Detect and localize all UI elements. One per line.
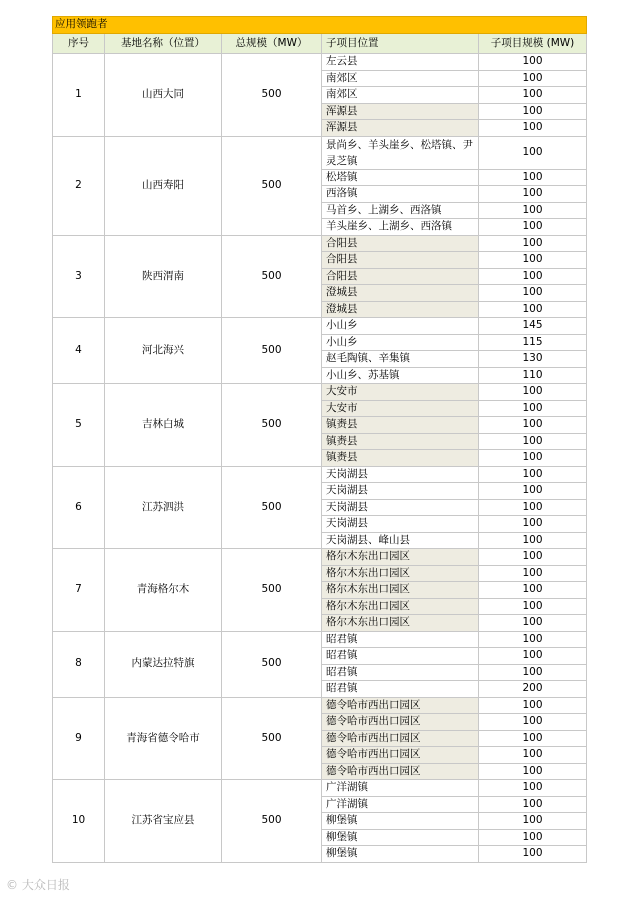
base-name: 青海格尔木	[105, 549, 222, 632]
sub-scale: 100	[479, 70, 587, 87]
sub-location: 柳堡镇	[322, 829, 479, 846]
sub-location: 合阳县	[322, 268, 479, 285]
sub-location: 澄城县	[322, 301, 479, 318]
leader-projects-table	[52, 16, 587, 863]
total-scale: 500	[222, 780, 322, 863]
table-row	[53, 631, 587, 648]
sub-location: 德令哈市西出口园区	[322, 763, 479, 780]
sub-location: 浑源县	[322, 103, 479, 120]
sub-scale: 100	[479, 169, 587, 186]
total-scale: 500	[222, 318, 322, 384]
sub-scale: 100	[479, 252, 587, 269]
sub-location: 格尔木东出口园区	[322, 615, 479, 632]
sub-scale: 100	[479, 664, 587, 681]
sub-location: 德令哈市西出口园区	[322, 730, 479, 747]
total-scale: 500	[222, 235, 322, 318]
sub-scale: 100	[479, 780, 587, 797]
sub-scale: 100	[479, 615, 587, 632]
table-title: 应用领跑者	[53, 17, 587, 34]
sub-scale: 100	[479, 549, 587, 566]
sub-scale: 100	[479, 499, 587, 516]
base-name: 山西大同	[105, 54, 222, 137]
table-row	[53, 466, 587, 483]
base-name: 山西寿阳	[105, 136, 222, 235]
sub-scale: 100	[479, 714, 587, 731]
sub-location: 昭君镇	[322, 631, 479, 648]
sub-location: 天岗湖县	[322, 516, 479, 533]
row-number: 6	[53, 466, 105, 549]
base-name: 吉林白城	[105, 384, 222, 467]
sub-scale: 100	[479, 697, 587, 714]
sub-scale: 100	[479, 417, 587, 434]
base-name: 江苏泗洪	[105, 466, 222, 549]
base-name: 河北海兴	[105, 318, 222, 384]
table-row	[53, 697, 587, 714]
header-sub-scale: 子项目规模 (MW)	[479, 34, 587, 54]
sub-scale: 130	[479, 351, 587, 368]
header-sub-location: 子项目位置	[322, 34, 479, 54]
sub-scale: 100	[479, 384, 587, 401]
total-scale: 500	[222, 54, 322, 137]
table-row	[53, 318, 587, 335]
sub-location: 马首乡、上湖乡、西洛镇	[322, 202, 479, 219]
sub-location: 小山乡	[322, 318, 479, 335]
row-number: 10	[53, 780, 105, 863]
sub-location: 小山乡、苏基镇	[322, 367, 479, 384]
sub-location: 格尔木东出口园区	[322, 582, 479, 599]
sub-location: 景尚乡、羊头崖乡、松塔镇、尹灵芝镇	[322, 136, 479, 169]
base-name: 江苏省宝应县	[105, 780, 222, 863]
row-number: 4	[53, 318, 105, 384]
sub-location: 柳堡镇	[322, 846, 479, 863]
sub-scale: 100	[479, 202, 587, 219]
row-number: 1	[53, 54, 105, 137]
sub-scale: 100	[479, 829, 587, 846]
sub-scale: 100	[479, 516, 587, 533]
sub-scale: 100	[479, 450, 587, 467]
sub-scale: 100	[479, 532, 587, 549]
base-name: 青海省德令哈市	[105, 697, 222, 780]
sub-scale: 100	[479, 120, 587, 137]
sub-scale: 100	[479, 136, 587, 169]
sub-location: 昭君镇	[322, 648, 479, 665]
sub-location: 广洋湖镇	[322, 796, 479, 813]
sub-location: 天岗湖县	[322, 483, 479, 500]
sub-scale: 100	[479, 846, 587, 863]
header-no: 序号	[53, 34, 105, 54]
watermark-text: © 大众日报	[6, 878, 70, 892]
row-number: 2	[53, 136, 105, 235]
sub-scale: 100	[479, 648, 587, 665]
sub-scale: 115	[479, 334, 587, 351]
table-row	[53, 780, 587, 797]
sub-scale: 100	[479, 268, 587, 285]
sub-location: 大安市	[322, 384, 479, 401]
sub-location: 西洛镇	[322, 186, 479, 203]
total-scale: 500	[222, 136, 322, 235]
sub-location: 浑源县	[322, 120, 479, 137]
sub-scale: 100	[479, 186, 587, 203]
sub-location: 格尔木东出口园区	[322, 598, 479, 615]
sub-location: 羊头崖乡、上湖乡、西洛镇	[322, 219, 479, 236]
sub-location: 天岗湖县	[322, 466, 479, 483]
sub-scale: 100	[479, 598, 587, 615]
table-row	[53, 136, 587, 169]
sub-scale: 100	[479, 763, 587, 780]
sub-scale: 100	[479, 87, 587, 104]
sub-scale: 100	[479, 285, 587, 302]
header-base-name: 基地名称（位置）	[105, 34, 222, 54]
sub-location: 德令哈市西出口园区	[322, 747, 479, 764]
sub-scale: 100	[479, 730, 587, 747]
sub-location: 格尔木东出口园区	[322, 549, 479, 566]
total-scale: 500	[222, 466, 322, 549]
row-number: 8	[53, 631, 105, 697]
sub-location: 澄城县	[322, 285, 479, 302]
sub-location: 大安市	[322, 400, 479, 417]
total-scale: 500	[222, 631, 322, 697]
sub-scale: 200	[479, 681, 587, 698]
sub-scale: 100	[479, 582, 587, 599]
sub-scale: 100	[479, 400, 587, 417]
sub-scale: 100	[479, 813, 587, 830]
sub-location: 南郊区	[322, 70, 479, 87]
sub-scale: 100	[479, 796, 587, 813]
sub-location: 柳堡镇	[322, 813, 479, 830]
sub-scale: 100	[479, 103, 587, 120]
sub-scale: 100	[479, 631, 587, 648]
table-row	[53, 54, 587, 71]
table-row	[53, 549, 587, 566]
sub-location: 镇赉县	[322, 450, 479, 467]
total-scale: 500	[222, 384, 322, 467]
sub-location: 天岗湖县、峰山县	[322, 532, 479, 549]
sub-location: 南郊区	[322, 87, 479, 104]
sub-scale: 100	[479, 235, 587, 252]
sub-scale: 100	[479, 219, 587, 236]
sub-location: 松塔镇	[322, 169, 479, 186]
sub-scale: 145	[479, 318, 587, 335]
sub-location: 镇赉县	[322, 433, 479, 450]
sub-location: 广洋湖镇	[322, 780, 479, 797]
sub-location: 合阳县	[322, 252, 479, 269]
sub-scale: 100	[479, 483, 587, 500]
sub-location: 左云县	[322, 54, 479, 71]
sub-location: 合阳县	[322, 235, 479, 252]
row-number: 3	[53, 235, 105, 318]
sub-location: 天岗湖县	[322, 499, 479, 516]
sub-location: 昭君镇	[322, 664, 479, 681]
sub-scale: 100	[479, 466, 587, 483]
row-number: 5	[53, 384, 105, 467]
base-name: 内蒙达拉特旗	[105, 631, 222, 697]
sub-scale: 100	[479, 433, 587, 450]
sub-scale: 100	[479, 54, 587, 71]
table-row	[53, 235, 587, 252]
spreadsheet	[52, 16, 586, 863]
table-row	[53, 384, 587, 401]
sub-location: 德令哈市西出口园区	[322, 697, 479, 714]
row-number: 7	[53, 549, 105, 632]
sub-location: 昭君镇	[322, 681, 479, 698]
header-total-scale: 总规模（MW）	[222, 34, 322, 54]
sub-scale: 100	[479, 301, 587, 318]
sub-scale: 100	[479, 747, 587, 764]
base-name: 陕西渭南	[105, 235, 222, 318]
sub-location: 德令哈市西出口园区	[322, 714, 479, 731]
header-row	[53, 34, 587, 54]
sub-location: 赵毛陶镇、辛集镇	[322, 351, 479, 368]
sub-location: 镇赉县	[322, 417, 479, 434]
sub-location: 小山乡	[322, 334, 479, 351]
sub-scale: 110	[479, 367, 587, 384]
total-scale: 500	[222, 697, 322, 780]
row-number: 9	[53, 697, 105, 780]
sub-location: 格尔木东出口园区	[322, 565, 479, 582]
total-scale: 500	[222, 549, 322, 632]
sub-scale: 100	[479, 565, 587, 582]
